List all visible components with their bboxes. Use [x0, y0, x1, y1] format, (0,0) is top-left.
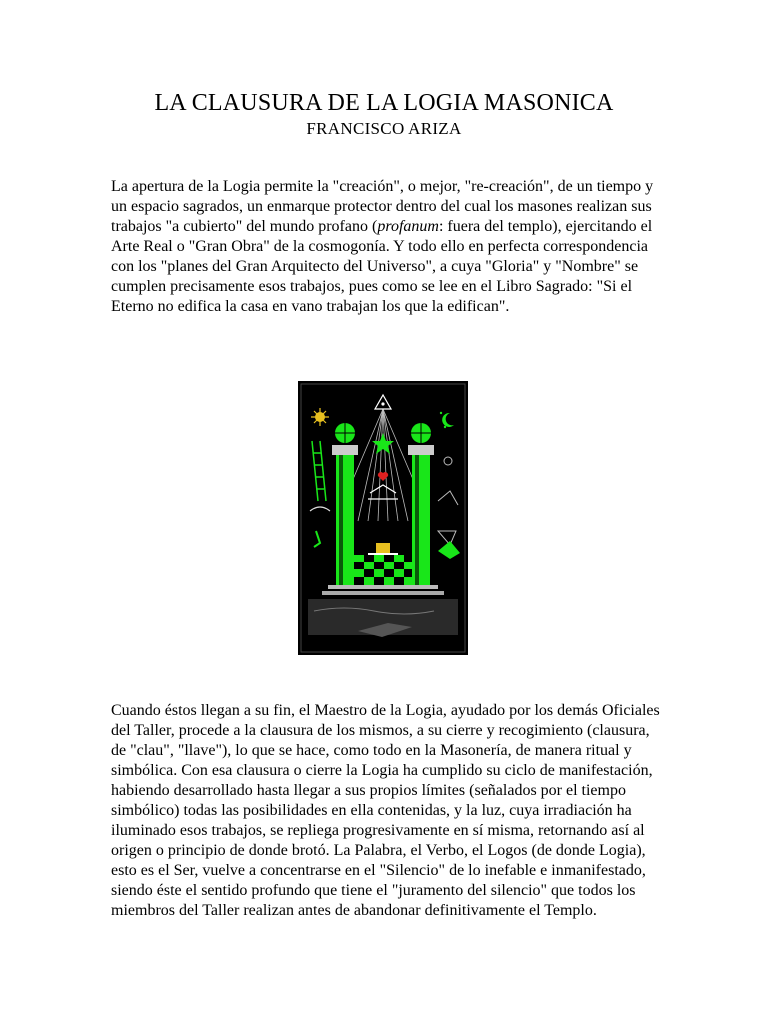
paragraph-intro-text-1: La apertura de la Logia permite la "creación", o mejor, "re-creación", de un tiempo y un espacio sagrados, un enmarque protector dentro del cual los masones realizan sus trabajos "a cubierto" del mundo profano (	[111, 178, 654, 235]
paragraph-closing: Cuando éstos llegan a su fin, el Maestro de la Logia, ayudado por los demás Oficiales del Taller, procede a la clausura de los mismos, a su cierre y recogimiento (clausura, de "clau", "llave"), lo que se hace, como todo en la Masonería, de manera ritual y simbólica. Con esa clausura o cierre la Logia ha cumplido su ciclo de manifestación, habiendo desarrollado hasta llegar a sus propios límites (señalados por el tiempo simbólico) todas las posibilidades en ella contenidas, y la luz, cuya irradiación ha iluminado esos trabajos, se repliega progresivamente en sí misma, retornando así al origen o principio de donde brotó. La Palabra, el Verbo, el Logos (de donde Logia), esto es el Ser, vuelve a concentrarse en el "Silencio" de lo inefable e inmanifestado, siendo éste el sentido profundo que tiene el "juramento del silencio" que todos los miembros del Taller realizan antes de abandonar definitivamente el Templo.	[111, 702, 660, 919]
tracing-board-illustration	[298, 381, 468, 655]
paragraph-intro	[111, 177, 663, 317]
paragraph-intro-italic: profanum	[377, 218, 439, 235]
document-author: FRANCISCO ARIZA	[306, 119, 462, 138]
document-title: LA CLAUSURA DE LA LOGIA MASONICA	[154, 90, 614, 116]
paragraph-intro-text-2: : fuera del templo), ejercitando el Arte Real o "Gran Obra" de la cosmogonía. Y todo ello en perfecta correspondencia con los "planes del Gran Arquitecto del Universo", a cuya "Gloria" y "Nombre" se cumplen precisamente esos trabajos, pues como se lee en el Libro Sagrado: "Si el Eterno no edifica la casa en vano trabajan los que la edifican".	[111, 218, 653, 315]
